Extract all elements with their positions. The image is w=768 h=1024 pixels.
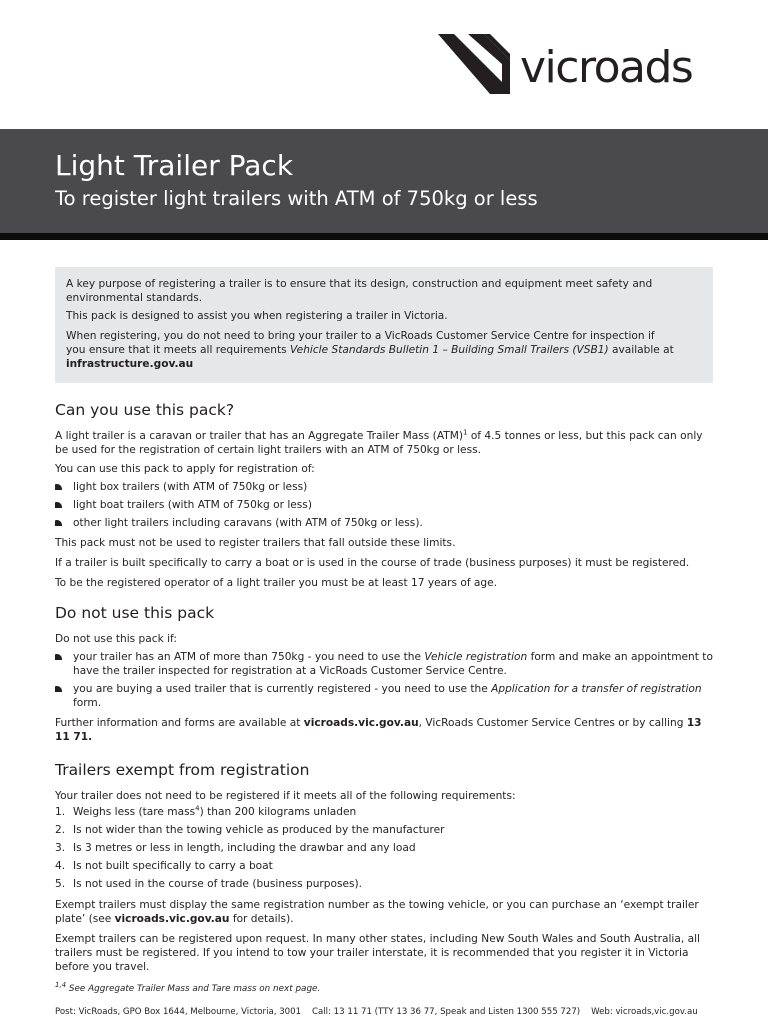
exempt-plate-paragraph: Exempt trailers must display the same registration number as the towing vehicle, or you can purchase an ‘exempt trailer plate’ (see vicroads.vic.gov.au for details). xyxy=(55,899,699,925)
numbered-item: 1. Weighs less (tare mass$^4$) than 200 kilograms unladen xyxy=(55,804,357,818)
numbered-item: 5. Is not used in the course of trade (business purposes). xyxy=(55,878,363,890)
intro-paragraph-3: When registering, you do not need to bring your trailer to a VicRoads Customer Service Centre for inspection if you ensure that it meets all requirements Vehicle Standards Bulletin 1 – Building Small Trailers (VSB1) available at infrastructure.gov.au xyxy=(66,330,674,370)
bullet-icon xyxy=(55,502,62,508)
bullet-icon xyxy=(55,520,62,526)
page-title: Light Trailer Pack xyxy=(55,149,294,182)
age-paragraph: To be the registered operator of a light trailer you must be at least 17 years of age. xyxy=(55,577,498,589)
footer-post: Post: VicRoads, GPO Box 1644, Melbourne, Victoria, 3001 xyxy=(55,1007,302,1017)
infrastructure-link[interactable]: infrastructure.gov.au xyxy=(66,358,194,370)
footer-call: Call: 13 11 71 (TTY 13 36 77, Speak and Listen 1300 555 727) xyxy=(312,1007,581,1017)
intro-paragraph-2: This pack is designed to assist you when registering a trailer in Victoria. xyxy=(66,310,448,322)
list-item: other light trailers including caravans (with ATM of 750kg or less). xyxy=(55,516,715,530)
numbered-item: 4. Is not built specifically to carry a boat xyxy=(55,860,273,872)
limits-paragraph: This pack must not be used to register trailers that fall outside these limits. xyxy=(55,537,456,549)
intro-box xyxy=(55,267,713,383)
bullet-icon xyxy=(55,686,62,692)
section-heading-do-not-use: Do not use this pack xyxy=(55,604,215,622)
exempt-intro: Your trailer does not need to be registered if it meets all of the following requirements: xyxy=(55,790,516,802)
vicroads-link[interactable]: vicroads.vic.gov.au xyxy=(114,913,230,925)
numbered-item: 2. Is not wider than the towing vehicle as produced by the manufacturer xyxy=(55,824,445,836)
vicroads-logo xyxy=(438,34,718,96)
footer-contact xyxy=(55,1006,715,1018)
intro-paragraph-1: A key purpose of registering a trailer is to ensure that its design, construction and equipment meet safety and environmental standards. xyxy=(66,278,653,304)
boat-trade-paragraph: If a trailer is built specifically to carry a boat or is used in the course of trade (business purposes) it must be registered. xyxy=(55,557,690,569)
header-rule xyxy=(0,233,768,240)
main-content xyxy=(55,400,715,1018)
logo-wordmark: vicroads xyxy=(520,42,693,93)
footnote: $^{1,4}$ See Aggregate Trailer Mass and Tare mass on next page. xyxy=(55,981,321,994)
list-item: you are buying a used trailer that is currently registered - you need to use the Application for a transfer of registration form. xyxy=(55,682,715,710)
do-not-use-intro: Do not use this pack if: xyxy=(55,633,177,645)
list-item: your trailer has an ATM of more than 750kg - you need to use the Vehicle registration form and make an appointment to have the trailer inspected for registration at a VicRoads Customer Service Centre. xyxy=(55,650,715,678)
further-info-paragraph: Further information and forms are available at vicroads.vic.gov.au, VicRoads Customer Service Centres or by calling 13 11 71. xyxy=(55,717,702,743)
phone-number: 13 11 71. xyxy=(55,717,702,743)
interstate-paragraph: Exempt trailers can be registered upon request. In many other states, including New South Wales and South Australia, all trailers must be registered. If you intend to tow your trailer interstate, it is recommended that you register it in Victoria before you travel. xyxy=(55,933,700,973)
list-item: light box trailers (with ATM of 750kg or less) xyxy=(55,480,715,494)
page-subtitle: To register light trailers with ATM of 750kg or less xyxy=(55,187,538,210)
bullet-icon xyxy=(55,484,62,490)
vicroads-chevron-icon xyxy=(438,34,518,96)
footer-web[interactable]: Web: vicroads,vic.gov.au xyxy=(591,1007,698,1017)
bullet-icon xyxy=(55,654,62,660)
atm-paragraph: A light trailer is a caravan or trailer that has an Aggregate Trailer Mass (ATM)$^1$ of 4.5 tonnes or less, but this pack can only be used for the registration of certain light trailers with an ATM of 750kg or less. xyxy=(55,428,703,456)
use-pack-intro: You can use this pack to apply for registration of: xyxy=(55,463,315,475)
section-heading-exempt: Trailers exempt from registration xyxy=(55,761,310,779)
section-heading-can-you-use: Can you use this pack? xyxy=(55,401,235,419)
list-item: light boat trailers (with ATM of 750kg or less) xyxy=(55,498,715,512)
vicroads-link[interactable]: vicroads.vic.gov.au xyxy=(303,717,419,729)
numbered-item: 3. Is 3 metres or less in length, including the drawbar and any load xyxy=(55,842,416,854)
